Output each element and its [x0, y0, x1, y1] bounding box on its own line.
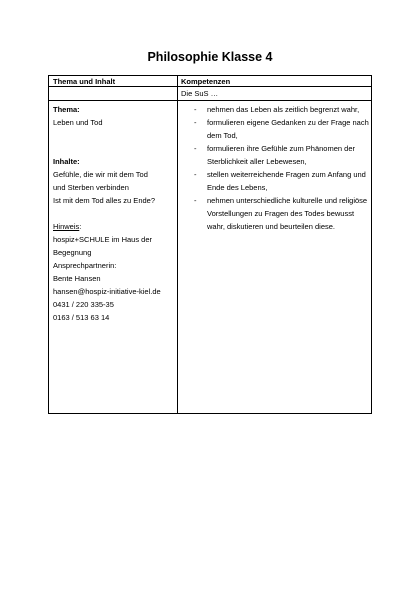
kompetenz-item [181, 116, 369, 142]
dash-bullet: - [194, 170, 197, 179]
hinweis-colon: : [79, 222, 82, 231]
curriculum-table [48, 75, 372, 414]
hinweis-line: Bente Hansen [53, 274, 101, 283]
hinweis-line: hospiz+SCHULE im Haus der [53, 235, 152, 244]
thema-value: Leben und Tod [53, 118, 103, 127]
dash-bullet: - [194, 196, 197, 205]
hinweis-heading [53, 220, 175, 233]
header-divider [49, 86, 371, 87]
thema-label: Thema: [53, 105, 80, 114]
inhalte-label: Inhalte: [53, 157, 80, 166]
hinweis-phone: 0431 / 220 335-35 [53, 300, 114, 309]
kompetenzen-list [181, 103, 369, 233]
inhalte-line: Ist mit dem Tod alles zu Ende? [53, 196, 155, 205]
header-thema-und-inhalt: Thema und Inhalt [53, 77, 116, 86]
subheader-die-sus: Die SuS … [181, 89, 219, 98]
column-divider [177, 76, 178, 413]
kompetenz-item [181, 194, 369, 233]
hinweis-line: Ansprechpartnerin: [53, 261, 117, 270]
dash-bullet: - [194, 105, 197, 114]
dash-bullet: - [194, 118, 197, 127]
kompetenz-item [181, 168, 369, 194]
inhalte-line: und Sterben verbinden [53, 183, 129, 192]
inhalte-line: Gefühle, die wir mit dem Tod [53, 170, 148, 179]
subheader-divider [49, 100, 371, 101]
hinweis-phone: 0163 / 513 63 14 [53, 313, 110, 322]
dash-bullet: - [194, 144, 197, 153]
kompetenz-item [181, 103, 369, 116]
kompetenz-text: formulieren eigene Gedanken zu der Frage nach dem Tod, [207, 118, 369, 140]
hinweis-line: Begegnung [53, 248, 92, 257]
header-kompetenzen: Kompetenzen [181, 77, 231, 86]
hinweis-label: Hinweis [53, 222, 80, 231]
thema-cell [53, 103, 175, 324]
kompetenz-item [181, 142, 369, 168]
kompetenz-text: formulieren ihre Gefühle zum Phänomen der Sterblichkeit aller Lebewesen, [207, 144, 355, 166]
kompetenz-text: nehmen das Leben als zeitlich begrenzt wahr, [207, 105, 360, 114]
kompetenz-text: stellen weiterreichende Fragen zum Anfang und Ende des Lebens, [207, 170, 366, 192]
kompetenz-text: nehmen unterschiedliche kulturelle und religiöse Vorstellungen zu Fragen des Todes bewusst wahr, diskutieren und beurteilen diese. [207, 196, 368, 231]
page-title: Philosophie Klasse 4 [147, 50, 273, 64]
hinweis-email: hansen@hospiz-initiative-kiel.de [53, 287, 161, 296]
